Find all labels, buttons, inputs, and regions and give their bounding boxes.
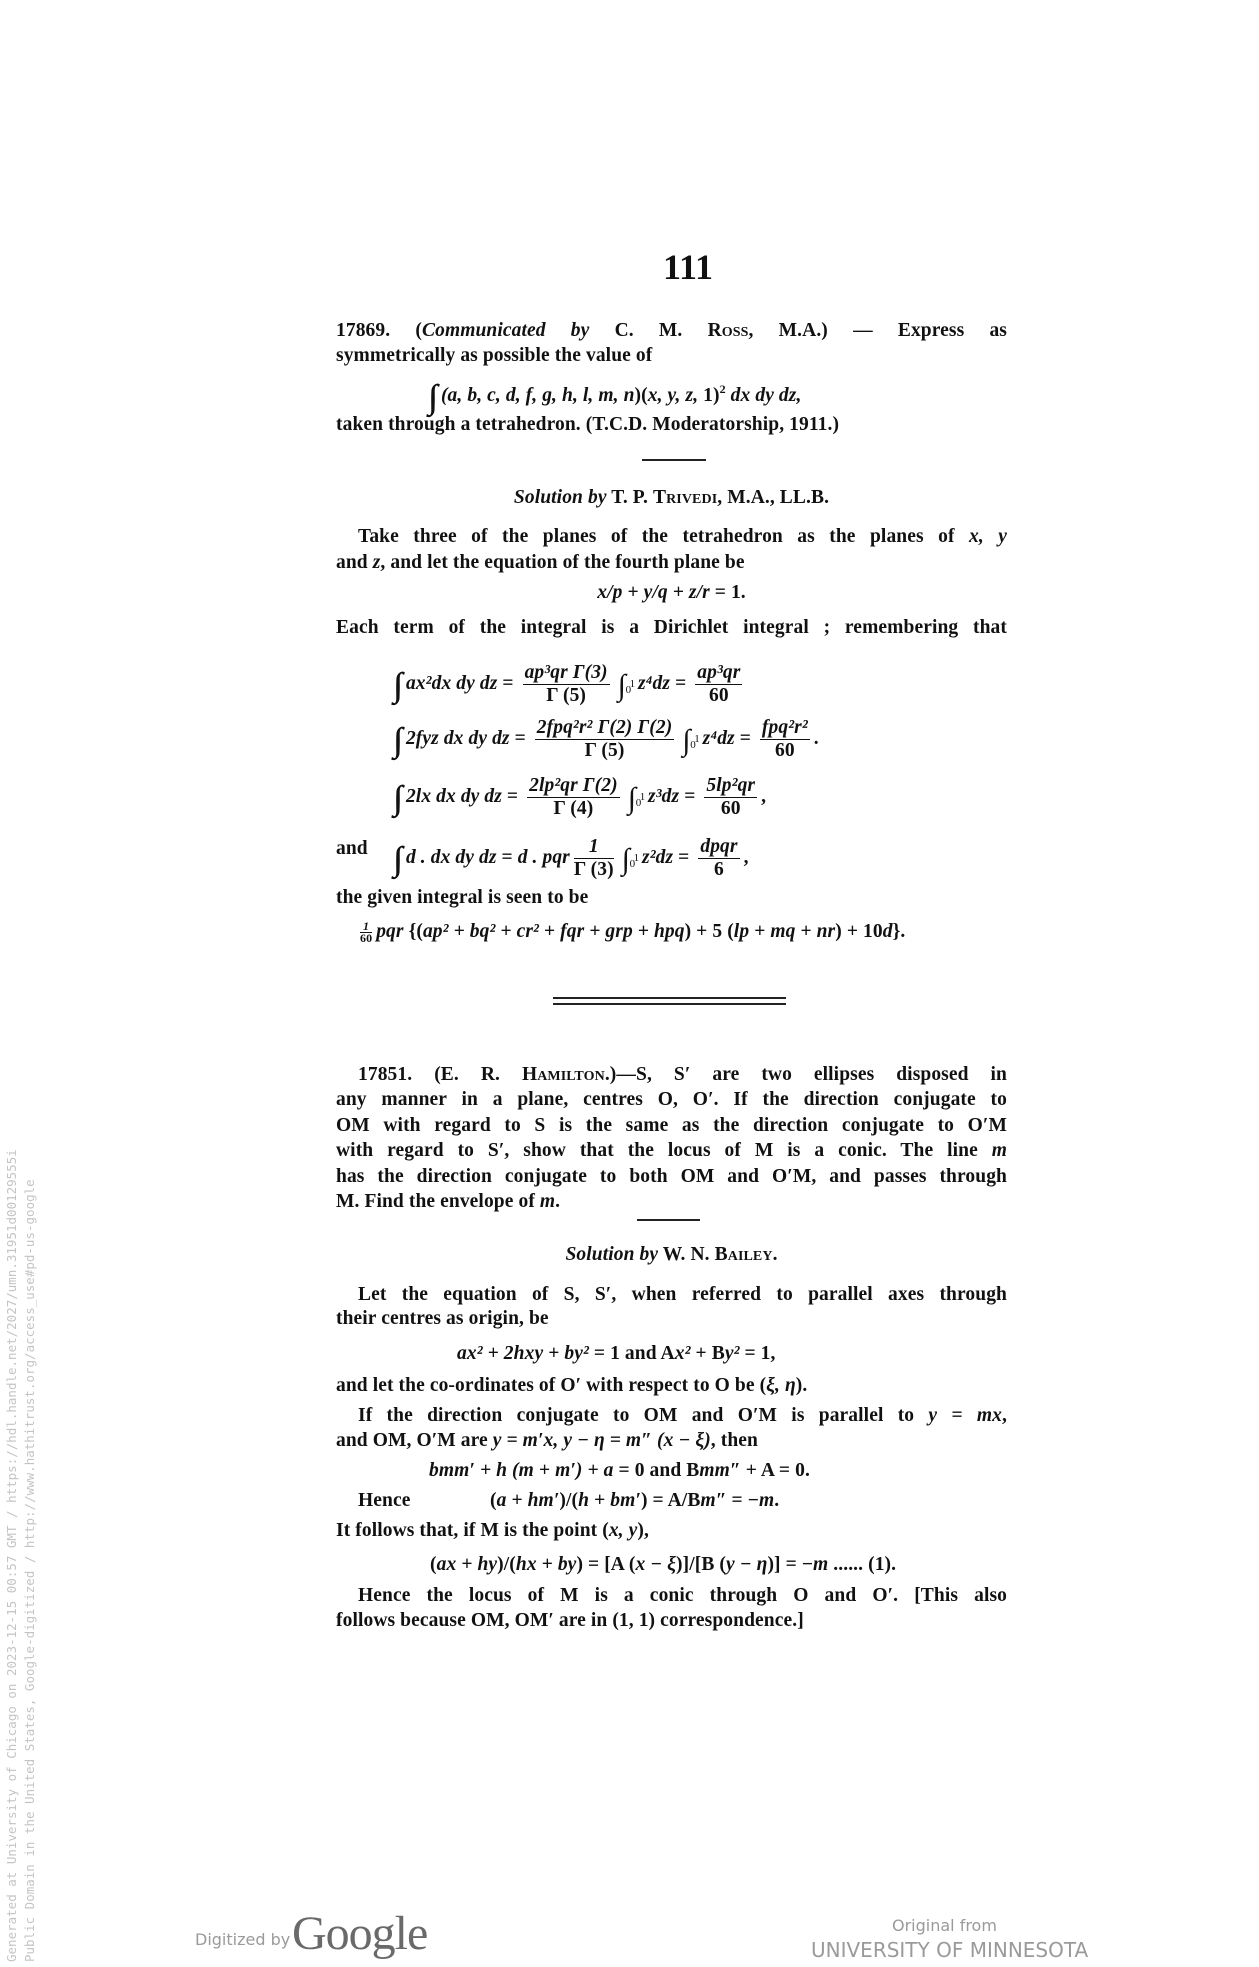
text-run: 2	[719, 382, 726, 396]
numerator: 1	[574, 836, 614, 859]
text-run: }.	[892, 921, 906, 942]
denominator: 60	[720, 798, 741, 819]
fraction	[704, 775, 757, 820]
text-line-s2l7	[429, 1458, 810, 1484]
text-run: ξ, η	[766, 1375, 796, 1396]
text-run: z²dz	[642, 846, 674, 868]
definite-integral-sign: ∫ 1 0	[682, 723, 700, 757]
text-run: taken through a tetrahedron. (T.C.D. Moderatorship, 1911.)	[336, 414, 840, 435]
fraction	[535, 717, 675, 762]
text-run: symmetrically as possible the value of	[336, 345, 653, 366]
text-run: =	[673, 846, 695, 868]
triple-integral-sign: ∫∫∫	[428, 379, 429, 416]
fraction	[695, 662, 742, 707]
lower-limit: 0	[690, 738, 696, 751]
text-run: ax² + 2hxy + by²	[457, 1343, 589, 1364]
definite-integral-sign: ∫ 1 0	[617, 668, 636, 702]
text-run: , then	[710, 1430, 758, 1451]
text-run: a + hm′	[496, 1490, 560, 1511]
numerator: 5lp²qr	[706, 775, 756, 796]
fraction	[760, 717, 810, 762]
denominator: 60	[774, 740, 795, 761]
text-run: and OM, O′M are	[336, 1430, 493, 1451]
upper-limit: 1	[694, 732, 700, 745]
text-line-p2l1	[358, 1062, 1007, 1088]
text-line-p1l3	[428, 376, 802, 416]
text-line-p1l2	[336, 343, 652, 369]
text-run: y − η	[726, 1554, 768, 1575]
text-run: Ross	[707, 320, 749, 341]
text-run: follows because OM, OM′ are in (1, 1) correspondence.]	[336, 1610, 804, 1631]
text-line-s2l6	[336, 1428, 758, 1454]
text-line-p2l6	[336, 1189, 560, 1215]
numerator: 2fpq²r² Γ(2) Γ(2)	[536, 717, 673, 738]
text-line-p2l3	[336, 1113, 1007, 1139]
triple-integral-sign: ∫∫∫	[393, 779, 394, 817]
text-run: d . pqr	[517, 846, 570, 868]
text-run: .)—S, S′ are two ellipses disposed in	[604, 1064, 1007, 1085]
upper-limit: 1	[639, 790, 646, 803]
text-line-s2l1	[358, 1282, 1007, 1308]
text-run: )/(	[559, 1490, 579, 1511]
text-run: m	[991, 1140, 1007, 1161]
text-run: , M.A., LL.B.	[717, 487, 830, 508]
text-run: y = m′x, y − η = m″ (x − ξ)	[492, 1430, 711, 1451]
text-run: m	[758, 1490, 775, 1511]
text-run: + B	[690, 1343, 725, 1364]
text-run: .	[555, 1191, 561, 1212]
numerator: 2lp²qr Γ(2)	[529, 775, 618, 796]
text-line-s1l1	[358, 524, 1007, 550]
text-run: , and let the equation of the fourth plane be	[380, 552, 745, 573]
text-line-s2l5	[358, 1403, 1007, 1429]
fraction	[360, 921, 372, 944]
page-number: 111	[663, 247, 714, 287]
text-run: =	[501, 785, 524, 807]
text-line-s2h	[336, 1242, 1007, 1268]
text-run: ) + 5 (	[684, 921, 734, 942]
text-run: x²	[674, 1343, 691, 1364]
digitized-by-label: Digitized by	[195, 1930, 291, 1949]
text-run: Trivedi	[652, 487, 718, 508]
text-run: {(	[403, 921, 423, 942]
text-run: (E. R.	[412, 1064, 522, 1085]
text-run: M. Find the envelope of	[336, 1191, 540, 1212]
text-run: m	[539, 1191, 556, 1212]
text-run: 2lx dx dy dz	[405, 785, 502, 807]
text-run: If the direction conjugate to OM and O′M is parallel to	[358, 1405, 929, 1426]
text-line-s1l2	[336, 550, 745, 576]
text-run: 1)	[703, 385, 720, 406]
text-line-s2l2	[336, 1306, 549, 1332]
text-run: x/p + y/q + z/r	[597, 582, 710, 603]
fraction	[698, 836, 739, 881]
text-line-s2l12	[336, 1608, 804, 1634]
text-run: OM with regard to S is the same as the direction conjugate to O′M	[336, 1115, 1007, 1136]
text-run: ) + 10	[835, 921, 883, 942]
text-run: z⁴dz	[637, 672, 671, 694]
numerator: 1	[360, 921, 372, 933]
text-run: ,	[761, 785, 767, 807]
text-line-s1l4	[336, 615, 1007, 641]
text-run: ax + hy	[436, 1554, 498, 1575]
definite-integral-sign: ∫ 1 0	[621, 842, 640, 876]
upper-limit: 1	[633, 851, 640, 864]
text-run: Hence	[358, 1490, 411, 1511]
text-run: any manner in a plane, centres O, O′. If the direction conjugate to	[336, 1089, 1007, 1110]
text-run: x, y	[968, 526, 1007, 547]
text-line-p1l1	[336, 318, 1007, 344]
lower-limit: 0	[625, 683, 632, 696]
text-run: Communicated by	[422, 320, 590, 341]
text-line-s1h	[336, 485, 1007, 511]
text-run: =	[670, 672, 692, 694]
text-line-s2l9	[336, 1518, 649, 1544]
text-line-p2l5	[336, 1164, 1007, 1190]
text-line-s1l6	[356, 919, 905, 945]
text-line-eq4	[393, 836, 749, 881]
section-rule	[637, 1219, 700, 1221]
text-line-eq1	[393, 662, 746, 707]
text-run: =	[509, 727, 531, 749]
text-run: .	[772, 1244, 778, 1265]
text-run: )] = −	[767, 1554, 814, 1575]
text-run: (	[430, 1554, 437, 1575]
text-line-eq3	[393, 775, 766, 820]
text-run: d . dx dy dz	[405, 846, 497, 868]
text-run: )/(	[497, 1554, 516, 1575]
text-run: Hence the locus of M is a conic through O and O′. [This also	[358, 1585, 1007, 1606]
text-run: Let the equation of S, S′, when referred to parallel axes through	[358, 1284, 1007, 1305]
text-line-s2l4	[336, 1373, 807, 1399]
text-run: and	[336, 552, 373, 573]
denominator: Γ (5)	[546, 685, 587, 706]
denominator: 60	[709, 685, 729, 706]
text-run: 2fyz dx dy dz	[405, 727, 510, 749]
text-run: T. P.	[606, 487, 653, 508]
text-run: = 0 and B	[613, 1460, 700, 1481]
text-run: y = mx	[928, 1405, 1002, 1426]
watermark-line-1: Generated at University of Chicago on 2023-12-15 00:57 GMT / https://hdl.handle.net/2027/umn.31951d00129555i	[4, 1149, 19, 1962]
text-run: d	[882, 921, 893, 942]
text-run: x, y	[608, 1520, 638, 1541]
text-run: lp + mq + nr	[733, 921, 836, 942]
text-run: z	[372, 552, 381, 573]
text-run: m″	[700, 1490, 727, 1511]
google-logo: Google	[292, 1907, 428, 1960]
fraction	[574, 836, 614, 881]
original-from-label: Original from	[892, 1916, 997, 1935]
text-line-s2l10	[430, 1552, 896, 1578]
text-run: , M.A.) — Express as	[748, 320, 1007, 341]
text-run: =	[734, 727, 756, 749]
text-run: Bailey	[714, 1244, 773, 1265]
fraction	[523, 662, 610, 707]
text-run: Take three of the planes of the tetrahedron as the planes of	[358, 526, 969, 547]
text-run: Hamilton	[521, 1064, 605, 1085]
text-run: y²	[724, 1343, 740, 1364]
text-run: W. N.	[658, 1244, 715, 1265]
text-line-s2l8	[490, 1488, 779, 1514]
text-line-p1l4	[336, 412, 839, 438]
text-line-eq4a	[336, 836, 368, 862]
text-run: 17869.	[336, 320, 391, 341]
text-line-p2l2	[336, 1087, 1007, 1113]
text-run: ax²dx dy dz	[405, 672, 498, 694]
numerator: fpq²r²	[761, 717, 808, 738]
text-line-s1l5	[336, 885, 588, 911]
text-run: 17851.	[358, 1064, 413, 1085]
numerator: ap³qr	[697, 662, 741, 683]
text-run: (a, b, c, d, f, g, h, l, m, n	[440, 385, 635, 406]
text-run: =	[679, 785, 701, 807]
text-run: with regard to S′, show that the locus of M is a conic. The line	[336, 1140, 992, 1161]
text-run: (	[490, 1490, 497, 1511]
text-run: + A = 0.	[740, 1460, 810, 1481]
triple-integral-sign: ∫∫∫	[393, 666, 394, 704]
text-run: =	[496, 846, 518, 868]
double-rule-top	[553, 997, 786, 999]
denominator: Γ (5)	[584, 740, 625, 761]
text-line-s2l11	[358, 1583, 1007, 1609]
text-run: h + bm′	[578, 1490, 641, 1511]
denominator: 60	[360, 931, 373, 946]
section-rule	[642, 459, 706, 461]
text-run: ) = [A (	[576, 1554, 636, 1575]
text-run: ,	[1002, 1405, 1007, 1426]
text-line-p2l4	[336, 1138, 1007, 1164]
text-line-s2l3	[457, 1341, 776, 1367]
upper-limit: 1	[629, 677, 636, 690]
text-run: pqr	[376, 921, 404, 942]
text-run: C. M.	[589, 320, 708, 341]
text-run: hx + by	[515, 1554, 577, 1575]
denominator: 6	[714, 859, 724, 880]
numerator: ap³qr Γ(3)	[524, 662, 608, 683]
triple-integral-sign: ∫∫∫	[393, 721, 394, 759]
text-run: x, y, z,	[647, 385, 704, 406]
double-rule-bottom	[553, 1003, 786, 1005]
text-run: Solution by	[513, 487, 607, 508]
watermark-line-2: Public Domain in the United States, Google-digitized / http://www.hathitrust.org/access_use#pd-us-google	[22, 1179, 37, 1962]
text-run: ),	[637, 1520, 649, 1541]
lower-limit: 0	[629, 857, 636, 870]
text-run: ...... (1).	[828, 1554, 897, 1575]
text-run: = −	[726, 1490, 759, 1511]
text-run: ,	[743, 846, 749, 868]
text-run: and	[336, 838, 368, 859]
text-run: .	[813, 727, 819, 749]
numerator: dpqr	[700, 836, 738, 857]
text-run: mm″	[699, 1460, 741, 1481]
text-run: has the direction conjugate to both OM and O′M, and passes through	[336, 1166, 1007, 1187]
text-line-s2l8a	[358, 1488, 410, 1514]
text-run: z³dz	[648, 785, 680, 807]
text-run: x − ξ	[635, 1554, 677, 1575]
text-run: and let the co-ordinates of O′ with respect to O be (	[336, 1375, 767, 1396]
text-run: Solution by	[565, 1244, 659, 1265]
triple-integral-sign: ∫∫∫	[393, 840, 394, 878]
text-run: ).	[795, 1375, 808, 1396]
text-run: = 1.	[709, 582, 746, 603]
text-run: bmm′ + h (m + m′) + a	[429, 1460, 614, 1481]
text-run: ) = A/B	[640, 1490, 701, 1511]
text-run: .	[774, 1490, 780, 1511]
text-run: z⁴dz	[702, 727, 735, 749]
institution-name: UNIVERSITY OF MINNESOTA	[811, 1938, 1089, 1962]
definite-integral-sign: ∫ 1 0	[627, 781, 646, 815]
text-run: m	[813, 1554, 829, 1575]
fraction	[527, 775, 620, 820]
text-run: (	[390, 320, 422, 341]
text-run: the given integral is seen to be	[336, 887, 589, 908]
text-run: )]/[B (	[676, 1554, 727, 1575]
text-run: dx dy dz,	[725, 385, 802, 406]
text-run: ap² + bq² + cr² + fqr + grp + hpq	[422, 921, 685, 942]
denominator: Γ (4)	[553, 798, 594, 819]
lower-limit: 0	[635, 796, 642, 809]
text-line-eq2	[393, 717, 819, 762]
text-run: )(	[634, 385, 648, 406]
text-run: =	[497, 672, 519, 694]
text-run: It follows that, if M is the point (	[336, 1520, 609, 1541]
text-run: = 1 and A	[588, 1343, 675, 1364]
text-run: their centres as origin, be	[336, 1308, 549, 1329]
text-line-s1l3	[336, 580, 1007, 606]
text-run: Each term of the integral is a Dirichlet integral ; remembering that	[336, 617, 1007, 638]
text-run: = 1,	[739, 1343, 776, 1364]
denominator: Γ (3)	[573, 859, 614, 880]
